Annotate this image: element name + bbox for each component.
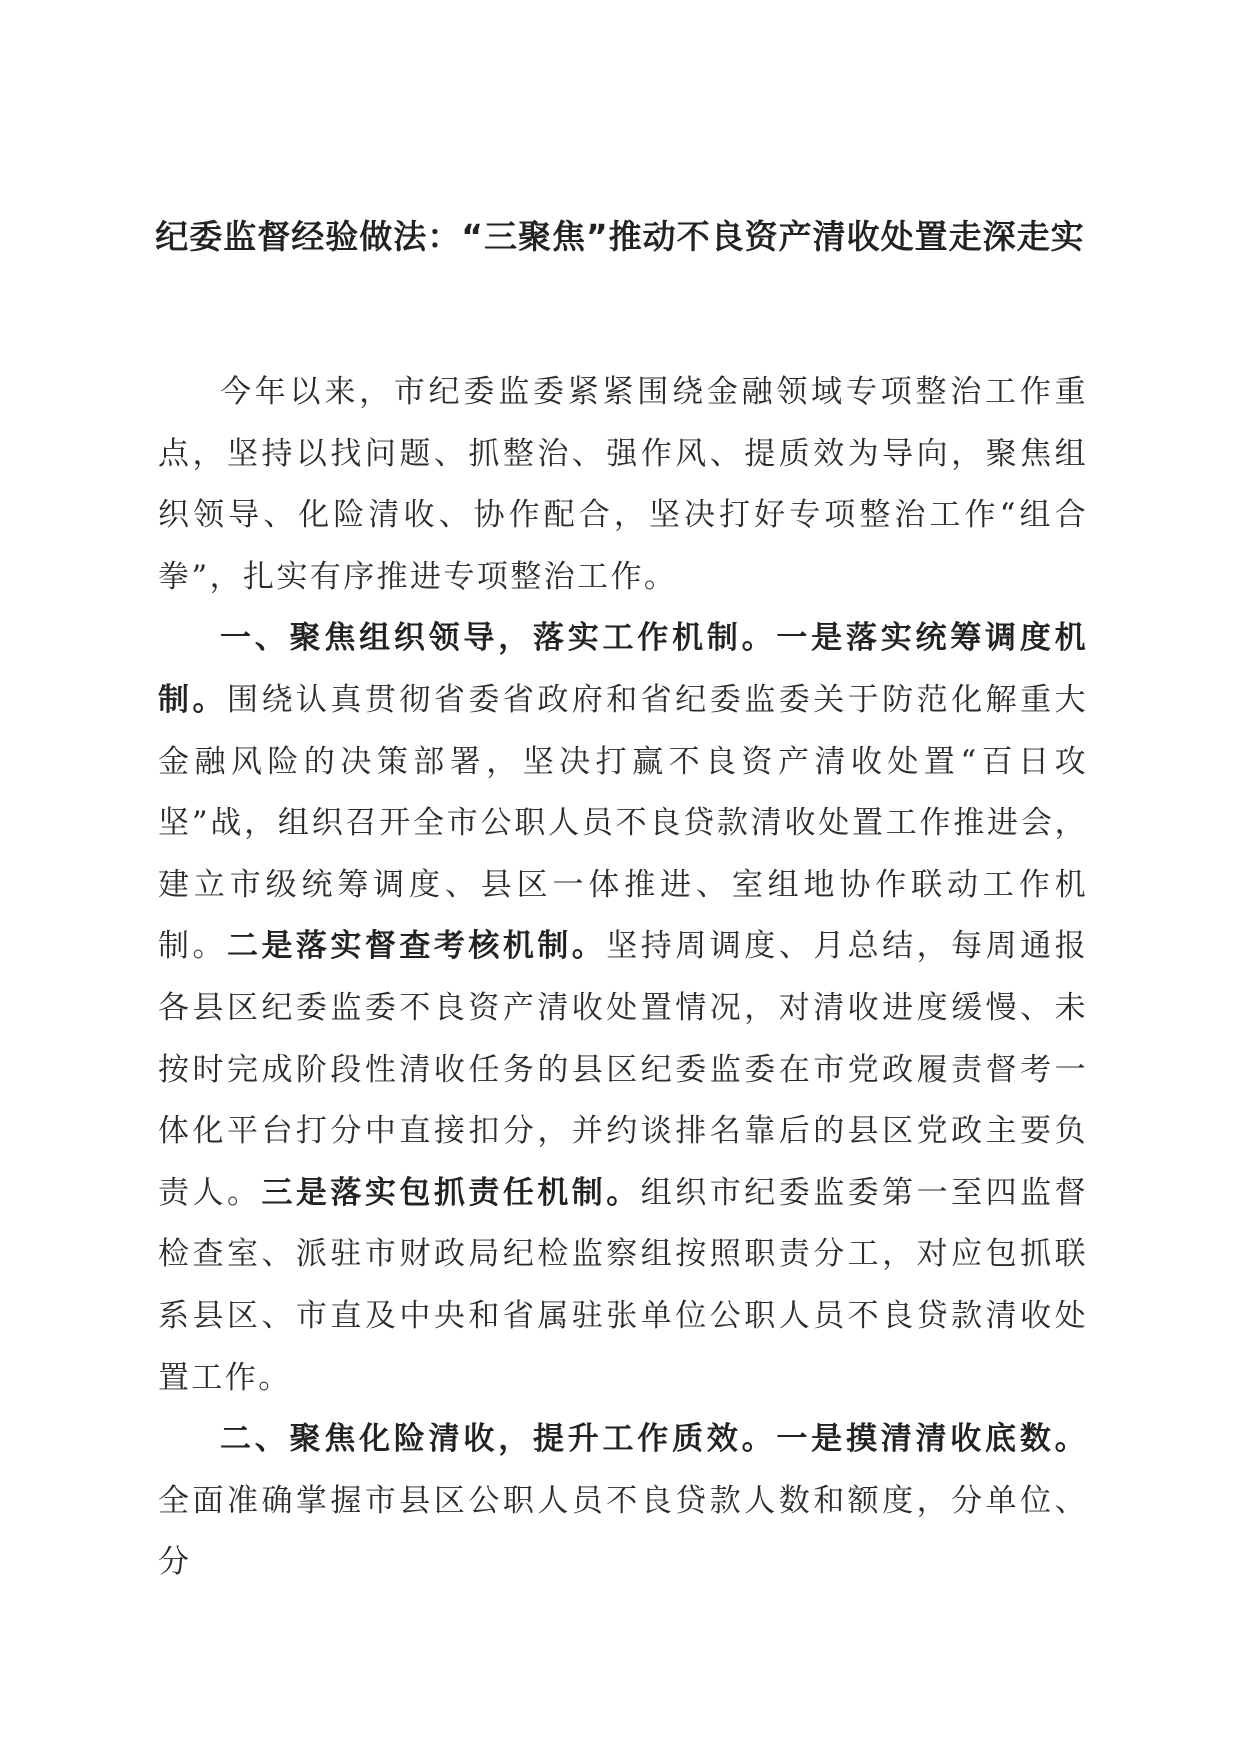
intro-text: 今年以来，市纪委监委紧紧围绕金融领域专项整治工作重点，坚持以找问题、抓整治、强作风、提质效为导向，聚焦组织领导、化险清收、协作配合，坚决打好专项整治工作“组合拳”，扎实有序推进专项整治工作。 xyxy=(158,374,1088,595)
document-body xyxy=(158,362,1088,1594)
document-title: 纪委监督经验做法：“三聚焦”推动不良资产清收处置走深走实 xyxy=(155,217,1085,256)
section-one-heading: 一、聚焦组织领导，落实工作机制。一是落实统筹调度机制。 xyxy=(158,620,1088,718)
paragraph-section-two xyxy=(158,1409,1088,1594)
section-one-subheading-2: 二是落实督查考核机制。 xyxy=(226,928,607,965)
section-one-text-2: 坚持周调度、月总结，每周通报各县区纪委监委不良资产清收处置情况，对清收进度缓慢、未按时完成阶段性清收任务的县区纪委监委在市党政履责督考一体化平台打分中直接扣分，并约谈排名靠后的县区党政主要负责人。 xyxy=(158,928,1088,1211)
section-two-text-1: 全面准确掌握市县区公职人员不良贷款人数和额度，分单位、分 xyxy=(158,1482,1088,1581)
paragraph-section-one xyxy=(158,608,1088,1409)
section-one-text-3: 组织市纪委监委第一至四监督检查室、派驻市财政局纪检监察组按照职责分工，对应包抓联系县区、市直及中央和省属驻张单位公职人员不良贷款清收处置工作。 xyxy=(158,1174,1088,1396)
section-two-heading: 二、聚焦化险清收，提升工作质效。一是摸清清收底数。 xyxy=(220,1421,1088,1458)
section-one-text-1: 围绕认真贯彻省委省政府和省纪委监委关于防范化解重大金融风险的决策部署，坚决打赢不良资产清收处置“百日攻坚”战，组织召开全市公职人员不良贷款清收处置工作推进会，建立市级统筹调度、县区一体推进、室组地协作联动工作机制。 xyxy=(158,681,1088,965)
paragraph-intro xyxy=(158,362,1088,608)
section-one-subheading-3: 三是落实包抓责任机制。 xyxy=(261,1174,641,1211)
